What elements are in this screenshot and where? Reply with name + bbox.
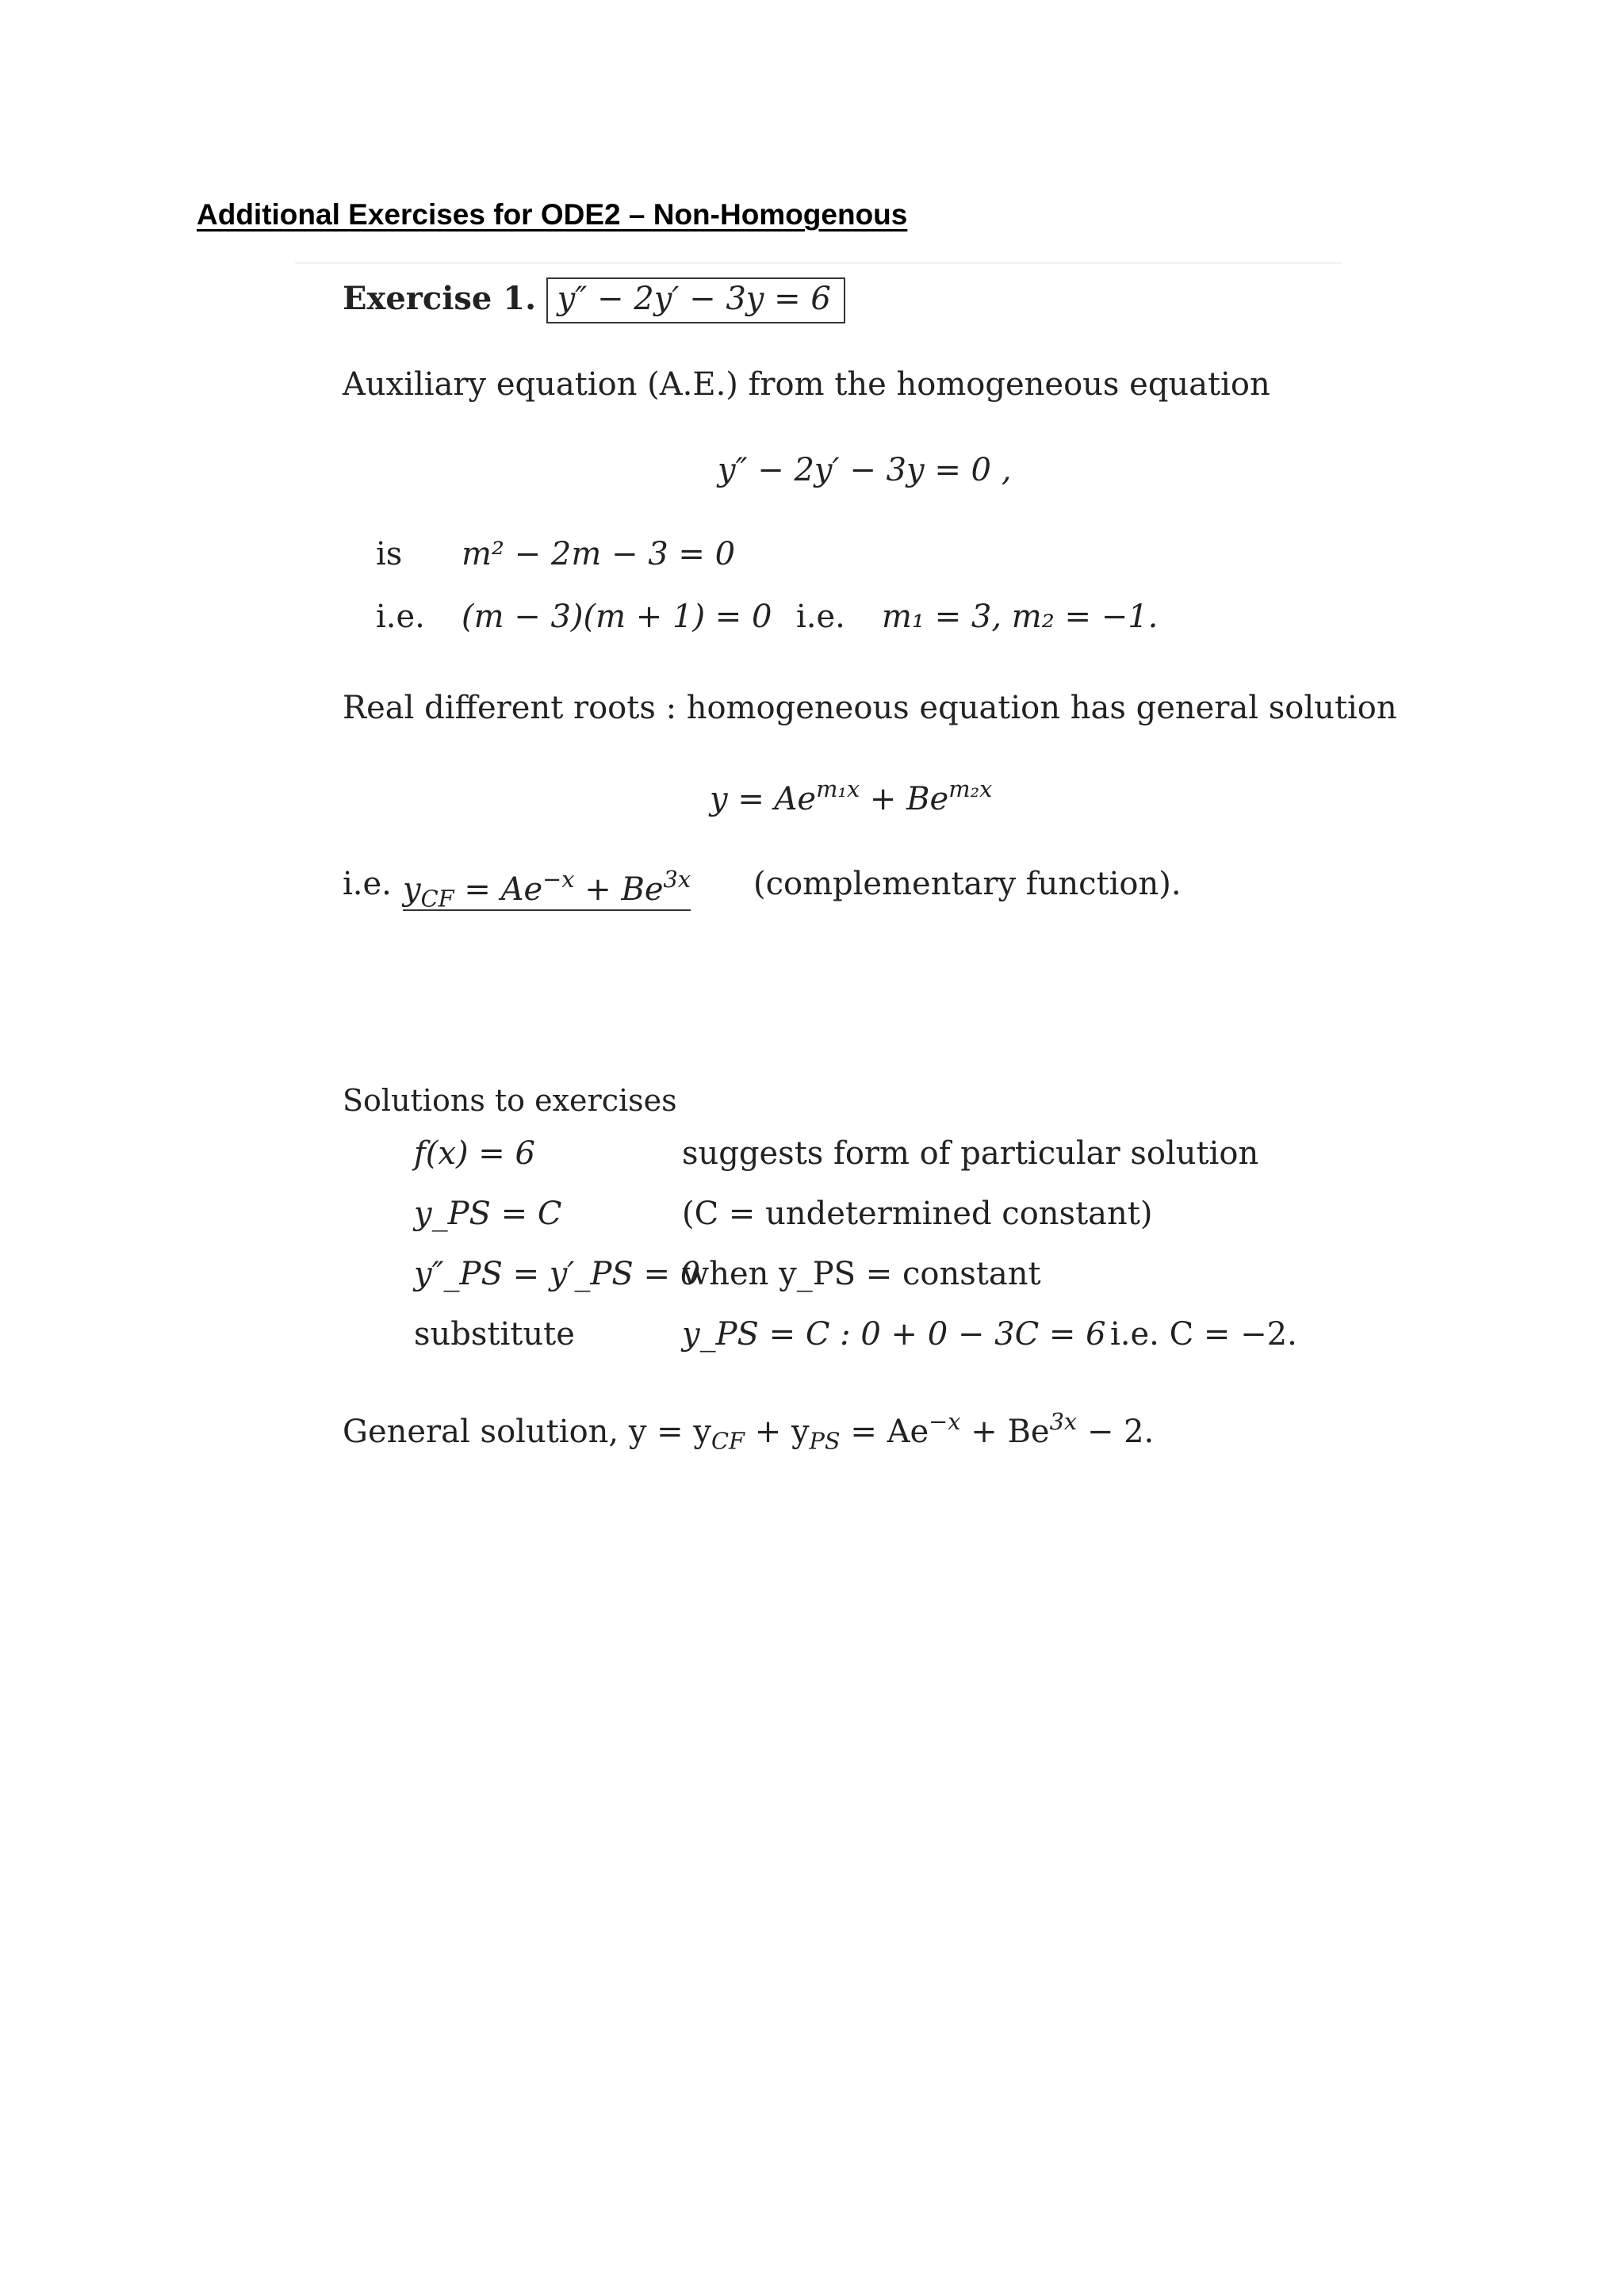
cf-exp2: 3x (663, 866, 691, 893)
ae-equation-text: m² − 2m − 3 = 0 (462, 536, 736, 572)
general-formula-mid: + Be (860, 780, 949, 817)
final-text-a: General solution, y = y (343, 1413, 711, 1450)
solution-row-2-left-text: y_PS = C (414, 1196, 562, 1232)
solution-row-3-right: when y_PS = constant (682, 1256, 1041, 1292)
general-formula-prefix: y = Ae (710, 780, 817, 817)
exercise-header (343, 277, 845, 323)
cf-note: (complementary function). (753, 866, 1182, 902)
solution-row-2-left (414, 1196, 561, 1232)
solution-row-1-right: suggests form of particular solution (682, 1135, 1259, 1172)
final-exp2: 3x (1049, 1408, 1078, 1435)
solution-row-4-right-text: y_PS = C : 0 + 0 − 3C = 6 (682, 1316, 1106, 1353)
general-statement: Real different roots : homogeneous equation has general solution (343, 690, 1397, 726)
final-sub2: PS (809, 1427, 841, 1455)
general-solution (343, 1408, 1154, 1454)
factored-equation (462, 599, 772, 635)
solution-row-1-left (414, 1135, 535, 1172)
homogeneous-equation (718, 452, 1011, 488)
cf-y: y (403, 871, 421, 908)
document-heading: Additional Exercises for ODE2 – Non-Homogenous (197, 198, 908, 231)
cf-eq-b: = Ae (454, 871, 543, 908)
cf-equation-underlined (403, 866, 691, 913)
cf-prefix: i.e. (343, 866, 392, 902)
factored-equation-text: (m − 3)(m + 1) = 0 (462, 599, 772, 635)
solution-row-2-right: (C = undetermined constant) (682, 1196, 1153, 1232)
ie-label-2: i.e. (796, 599, 845, 635)
solution-row-4-right (682, 1316, 1106, 1353)
solution-row-4-left: substitute (414, 1316, 575, 1353)
final-exp1: −x (929, 1408, 961, 1435)
final-sub1: CF (710, 1427, 745, 1455)
final-text-e: − 2. (1077, 1413, 1155, 1450)
cf-eq-c: + Be (574, 871, 664, 908)
general-formula-exp2: m₂x (948, 775, 993, 802)
exercise-equation: y″ − 2y′ − 3y = 6 (546, 277, 845, 323)
auxiliary-intro: Auxiliary equation (A.E.) from the homogeneous equation (343, 366, 1270, 403)
general-formula (710, 775, 992, 817)
solution-row-3-left (414, 1256, 700, 1292)
final-text-c: = Ae (840, 1413, 929, 1450)
roots (882, 599, 1158, 635)
cf-equation (403, 866, 691, 912)
solution-row-1-left-text: f(x) = 6 (414, 1135, 535, 1172)
exercise-label: Exercise 1. (343, 280, 537, 317)
solution-row-3-left-text: y″_PS = y′_PS = 0 (414, 1256, 701, 1292)
cf-exp1: −x (542, 866, 575, 893)
solution-row-4-conclusion: i.e. C = −2. (1110, 1316, 1297, 1353)
final-text-b: + y (745, 1413, 810, 1450)
solutions-title: Solutions to exercises (343, 1083, 677, 1118)
cf-subscript: CF (420, 885, 454, 913)
ie-label: i.e. (376, 599, 425, 635)
general-formula-exp1: m₁x (816, 775, 860, 802)
is-label: is (376, 536, 403, 572)
ae-equation (462, 536, 735, 572)
final-text-d: + Be (960, 1413, 1050, 1450)
panel-divider (295, 262, 1342, 264)
homogeneous-equation-text: y″ − 2y′ − 3y = 0 , (718, 452, 1012, 488)
roots-text: m₁ = 3, m₂ = −1. (882, 599, 1159, 635)
